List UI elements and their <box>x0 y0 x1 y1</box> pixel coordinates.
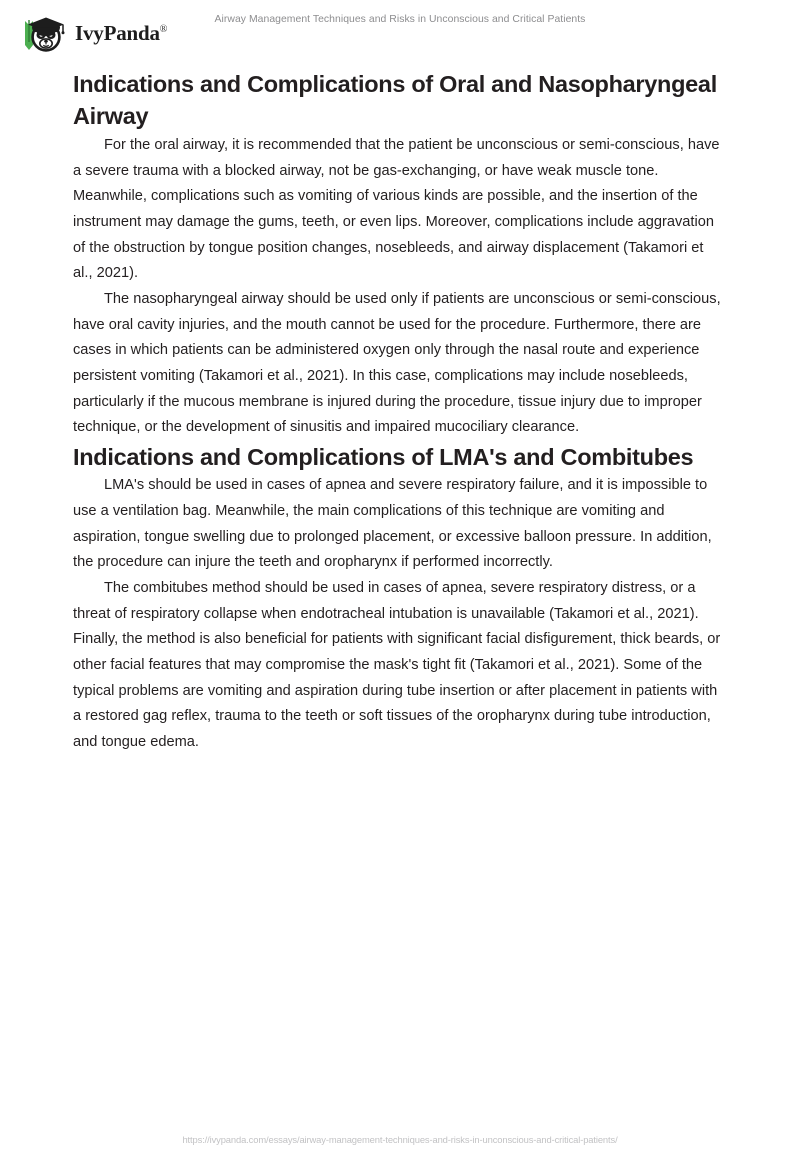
footer-source-url[interactable]: https://ivypanda.com/essays/airway-management-techniques-and-risks-in-unconscious-and-critical-patients/ <box>182 1134 618 1145</box>
document-title-header: Airway Management Techniques and Risks in Unconscious and Critical Patients <box>214 14 586 25</box>
page-footer <box>0 1130 800 1148</box>
registered-trademark-icon: ® <box>159 23 168 35</box>
paragraph-oral-airway: For the oral airway, it is recommended that the patient be unconscious or semi-conscious, have a severe trauma with a blocked airway, not be gas-exchanging, or have weak muscle tone. Meanwhile, complications such as vomiting of various kinds are possible, and the insertion of the instrument may damage the gums, teeth, or even lips. Moreover, complications include aggravation of the obstruction by tongue position changes, nosebleeds, and airway displacement (Takamori et al., 2021). <box>73 136 720 282</box>
paragraph-lma: LMA's should be used in cases of apnea and severe respiratory failure, and it is impossible to use a ventilation bag. Meanwhile, the main complications of this technique are vomiting and aspiration, tongue swelling due to prolonged placement, or excessive balloon pressure. In addition, the procedure can injure the teeth and oropharynx if performed incorrectly. <box>73 477 712 571</box>
paragraph-nasopharyngeal-airway: The nasopharyngeal airway should be used only if patients are unconscious or semi-conscious, have oral cavity injuries, and the mouth cannot be used for the procedure. Furthermore, there are cases in which patients can be administered oxygen only through the nasal route and experience persistent vomiting (Takamori et al., 2021). In this case, complications may include nosebleeds, particularly if the mucous membrane is injured during the procedure, tissue injury due to improper technique, or the development of sinusitis and impaired mucociliary clearance. <box>73 290 721 436</box>
brand-name <box>75 20 168 45</box>
section-heading-oral-nasopharyngeal: Indications and Complications of Oral and Nasopharyngeal Airway <box>73 71 717 130</box>
brand-name-text: IvyPanda <box>75 20 160 45</box>
page-header <box>0 0 800 62</box>
document-body <box>73 68 725 756</box>
section-heading-lma-combitubes: Indications and Complications of LMA's and Combitubes <box>73 443 694 470</box>
paragraph-combitubes: The combitubes method should be used in cases of apnea, severe respiratory distress, or a threat of respiratory collapse when endotracheal intubation is unavailable (Takamori et al., 2021). Finally, the method is also beneficial for patients with significant facial disfigurement, thick beards, or other facial features that may compromise the mask's tight fit (Takamori et al., 2021). Some of the typical problems are vomiting and aspiration during tube insertion or after placement in patients with a restored gag reflex, trauma to the teeth or soft tissues of the oropharynx during tube introduction, and tongue edema. <box>73 580 721 751</box>
